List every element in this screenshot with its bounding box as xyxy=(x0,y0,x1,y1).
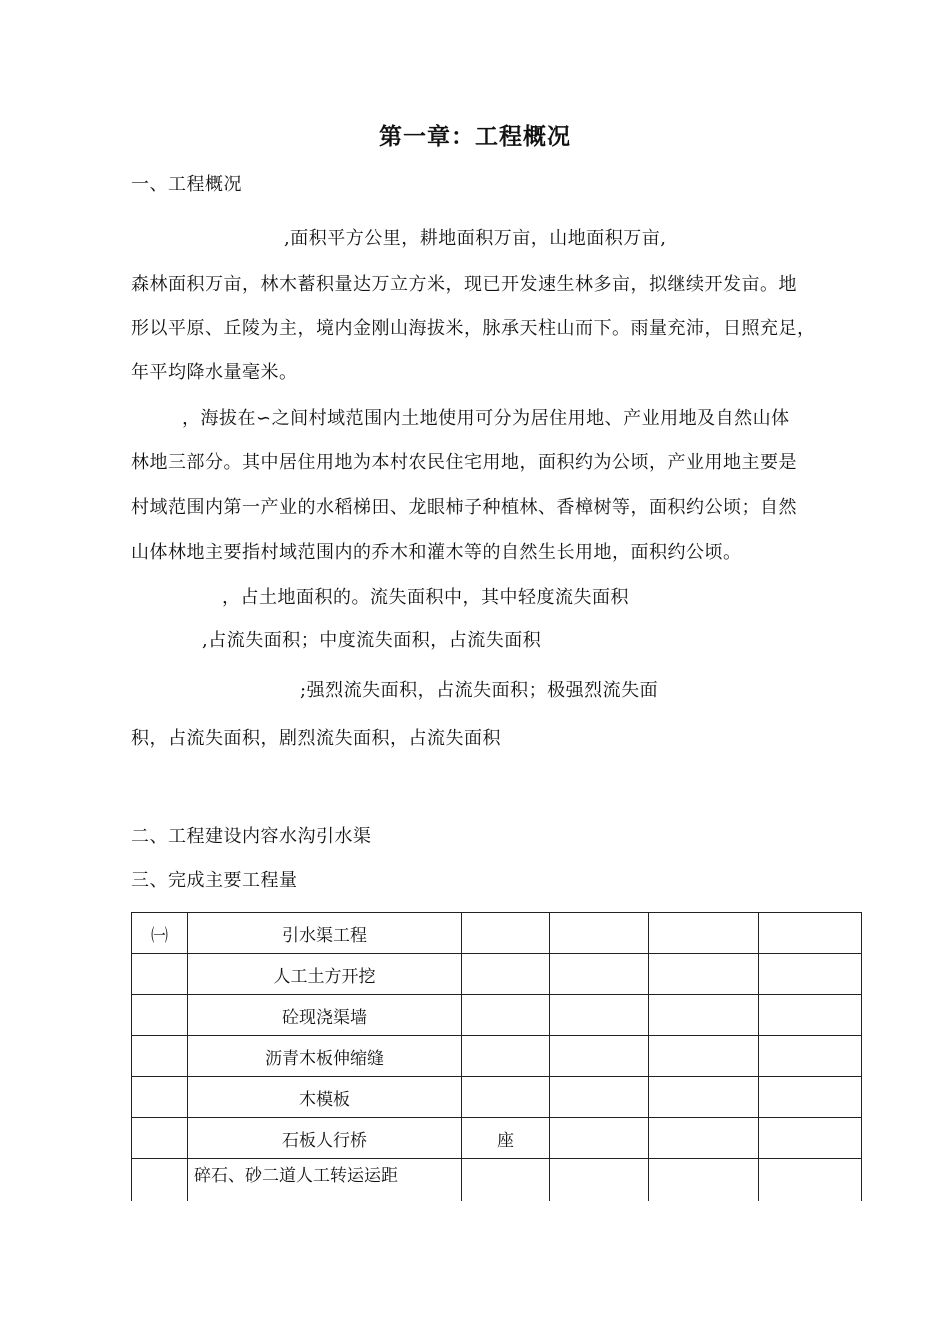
table-cell-empty xyxy=(649,1159,759,1202)
table-cell-empty xyxy=(550,954,649,995)
table-cell-empty xyxy=(759,954,862,995)
table-cell-empty xyxy=(759,1159,862,1202)
table-cell-no xyxy=(132,1036,188,1077)
table-cell-item: 碎石、砂二道人工转运运距 xyxy=(188,1159,462,1202)
table-cell-empty xyxy=(649,913,759,954)
table-cell-empty xyxy=(759,1077,862,1118)
table-cell-empty xyxy=(649,1118,759,1159)
table-cell-empty xyxy=(550,1077,649,1118)
table-cell-empty xyxy=(550,1159,649,1202)
table-cell-no xyxy=(132,1077,188,1118)
section-3-heading: 三、完成主要工程量 xyxy=(131,870,298,891)
paragraph-line: 积，占流失面积，剧烈流失面积，占流失面积 xyxy=(131,728,501,749)
table-cell-item: 砼现浇渠墙 xyxy=(188,995,462,1036)
table-cell-item: 木模板 xyxy=(188,1077,462,1118)
chapter-title: 第一章：工程概况 xyxy=(379,124,571,150)
table-row xyxy=(132,1036,862,1077)
section-2-heading: 二、工程建设内容水沟引水渠 xyxy=(131,826,372,847)
paragraph-line: 林地三部分。其中居住用地为本村农民住宅用地，面积约为公顷，产业用地主要是 xyxy=(131,452,797,473)
table-cell-no: ㈠ xyxy=(132,913,188,954)
table-cell-unit xyxy=(462,1036,550,1077)
table-cell-no xyxy=(132,1118,188,1159)
table-cell-item: 石板人行桥 xyxy=(188,1118,462,1159)
table-cell-unit: 座 xyxy=(462,1118,550,1159)
table-row xyxy=(132,954,862,995)
paragraph-line: ;强烈流失面积，占流失面积；极强烈流失面 xyxy=(300,680,659,701)
table-cell-unit xyxy=(462,995,550,1036)
paragraph-line: 村域范围内第一产业的水稻梯田、龙眼柿子种植林、香樟树等，面积约公顷；自然 xyxy=(131,497,797,518)
table-row xyxy=(132,1118,862,1159)
table-cell-item: 人工土方开挖 xyxy=(188,954,462,995)
table-cell-no xyxy=(132,954,188,995)
table-row xyxy=(132,1077,862,1118)
paragraph-line: ，海拔在∽之间村域范围内土地使用可分为居住用地、产业用地及自然山体 xyxy=(182,408,790,429)
quantities-table xyxy=(131,912,862,1201)
paragraph-line: 形以平原、丘陵为主，境内金刚山海拔米，脉承天柱山而下。雨量充沛，日照充足， xyxy=(131,318,816,339)
table-cell-unit xyxy=(462,1077,550,1118)
table-cell-empty xyxy=(550,1036,649,1077)
table-row xyxy=(132,995,862,1036)
table-cell-empty xyxy=(550,913,649,954)
table-cell-no xyxy=(132,995,188,1036)
paragraph-line: 山体林地主要指村域范围内的乔木和灌木等的自然生长用地，面积约公顷。 xyxy=(131,542,742,563)
paragraph-line: ,面积平方公里，耕地面积万亩，山地面积万亩, xyxy=(284,228,667,249)
table-cell-item: 沥青木板伸缩缝 xyxy=(188,1036,462,1077)
table-cell-empty xyxy=(649,995,759,1036)
paragraph-line: ，占土地面积的。流失面积中，其中轻度流失面积 xyxy=(222,587,629,608)
table-cell-empty xyxy=(759,1036,862,1077)
table-row xyxy=(132,913,862,954)
table-cell-no xyxy=(132,1159,188,1202)
table-row xyxy=(132,1159,862,1202)
table-cell-empty xyxy=(649,1077,759,1118)
paragraph-line: ,占流失面积；中度流失面积，占流失面积 xyxy=(202,630,542,651)
table-cell-unit xyxy=(462,954,550,995)
table-cell-empty xyxy=(649,1036,759,1077)
table-cell-item: 引水渠工程 xyxy=(188,913,462,954)
table-cell-empty xyxy=(550,1118,649,1159)
section-1-heading: 一、工程概况 xyxy=(131,174,242,195)
table-cell-empty xyxy=(550,995,649,1036)
table-cell-empty xyxy=(649,954,759,995)
paragraph-line: 年平均降水量毫米。 xyxy=(131,362,298,383)
paragraph-line: 森林面积万亩，林木蓄积量达万立方米，现已开发速生林多亩，拟继续开发亩。地 xyxy=(131,274,797,295)
table-cell-empty xyxy=(759,1118,862,1159)
table-cell-unit xyxy=(462,1159,550,1202)
table-cell-empty xyxy=(759,995,862,1036)
table-cell-empty xyxy=(759,913,862,954)
table-cell-unit xyxy=(462,913,550,954)
